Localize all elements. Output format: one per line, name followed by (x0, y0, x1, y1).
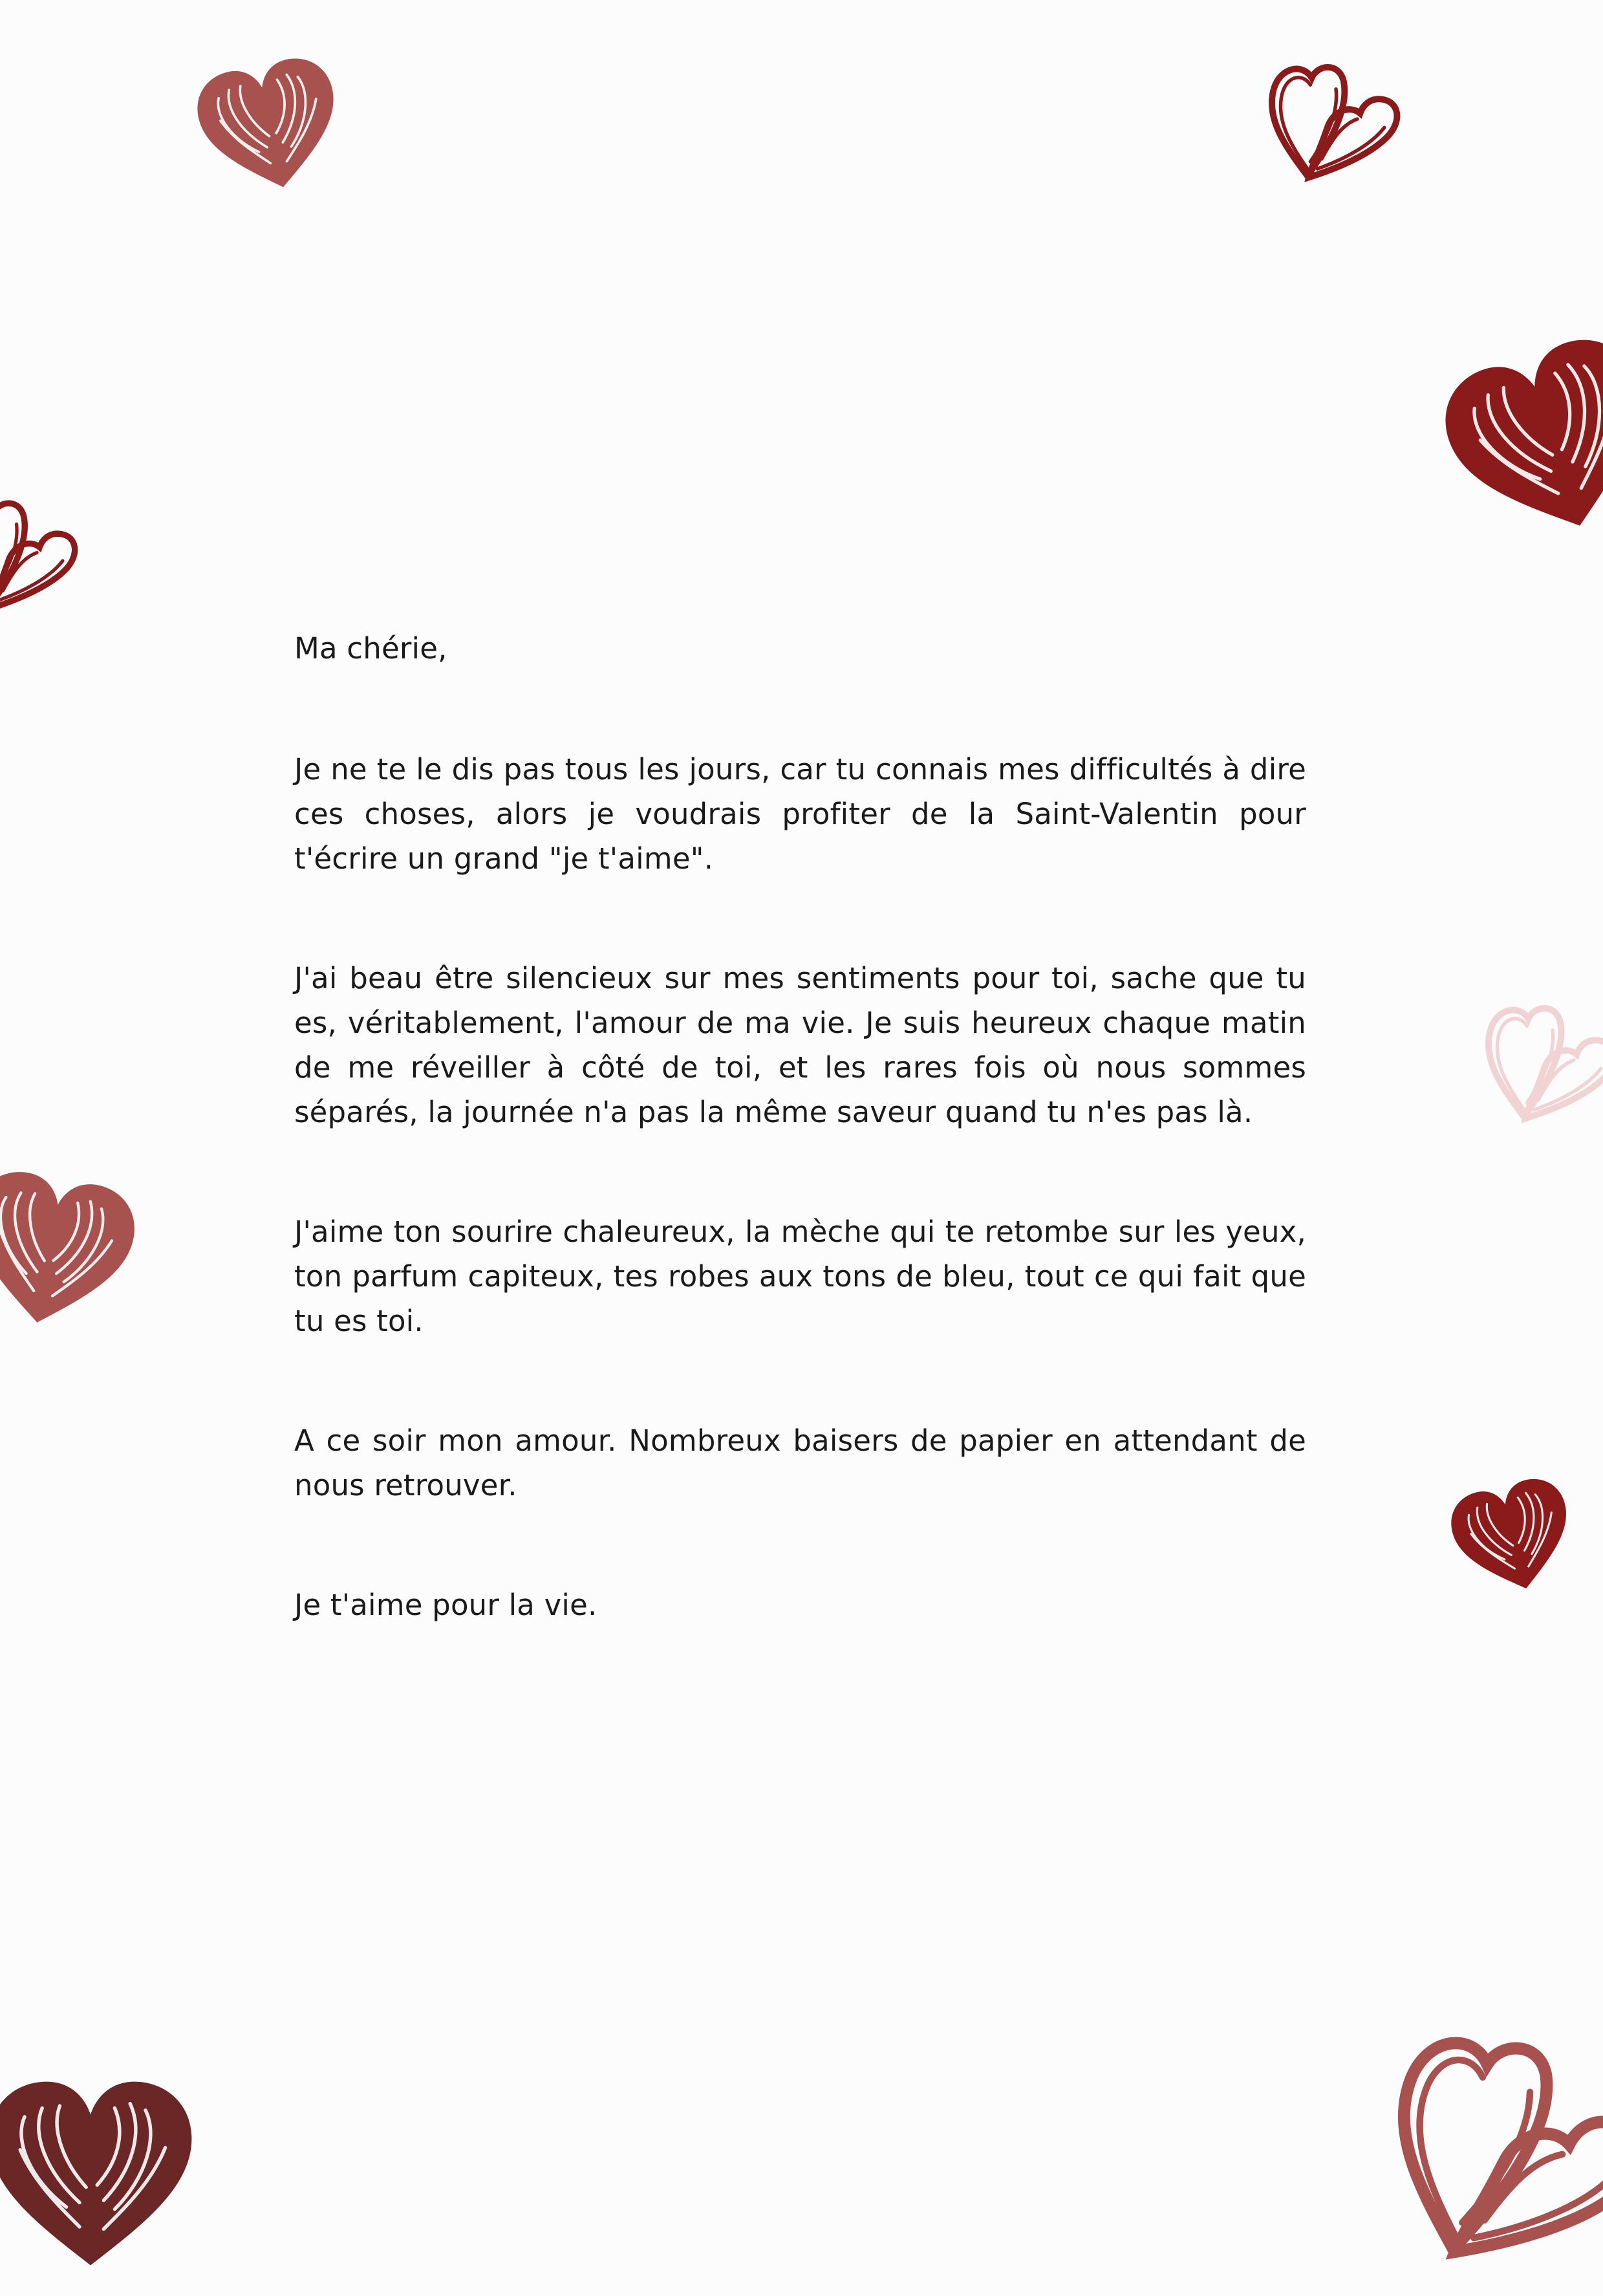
heart-scribble-icon (1448, 330, 1603, 569)
heart-scribble-icon (0, 1171, 142, 1345)
double-heart-outline-icon (0, 492, 91, 627)
letter-salutation: Ma chérie, (294, 631, 447, 666)
heart-scribble-icon (197, 58, 346, 207)
double-heart-outline-icon (1254, 55, 1403, 197)
letter-paragraph-2: J'ai beau être silencieux sur mes sentiments pour toi, sache que tu es, véritablement, l'amour de ma vie. Je suis heureux chaque matin de me réveiller à côté de toi, et les rares fois où nous sommes séparés, la journée n'a pas la même saveur quand tu n'es pas là. (294, 961, 1306, 1129)
double-heart-outline-icon (1371, 2024, 1603, 2296)
heart-scribble-icon (1452, 1475, 1578, 1610)
double-heart-outline-icon (1468, 996, 1603, 1138)
letter-closing: Je t'aime pour la vie. (294, 1588, 597, 1622)
letter-paragraph-1: Je ne te le dis pas tous les jours, car tu connais mes difficultés à dire ces choses, alors je voudrais profiter de la Saint-Valentin pour t'écrire un grand "je t'aime". (294, 752, 1306, 876)
letter-body (294, 626, 1306, 1627)
letter-paragraph-4: A ce soir mon amour. Nombreux baisers de papier en attendant de nous retrouver. (294, 1424, 1306, 1502)
heart-scribble-icon (0, 2073, 207, 2293)
letter-paragraph-3: J'aime ton sourire chaleureux, la mèche qui te retombe sur les yeux, ton parfum capiteux, tes robes aux tons de bleu, tout ce qui fait que tu es toi. (294, 1215, 1306, 1338)
